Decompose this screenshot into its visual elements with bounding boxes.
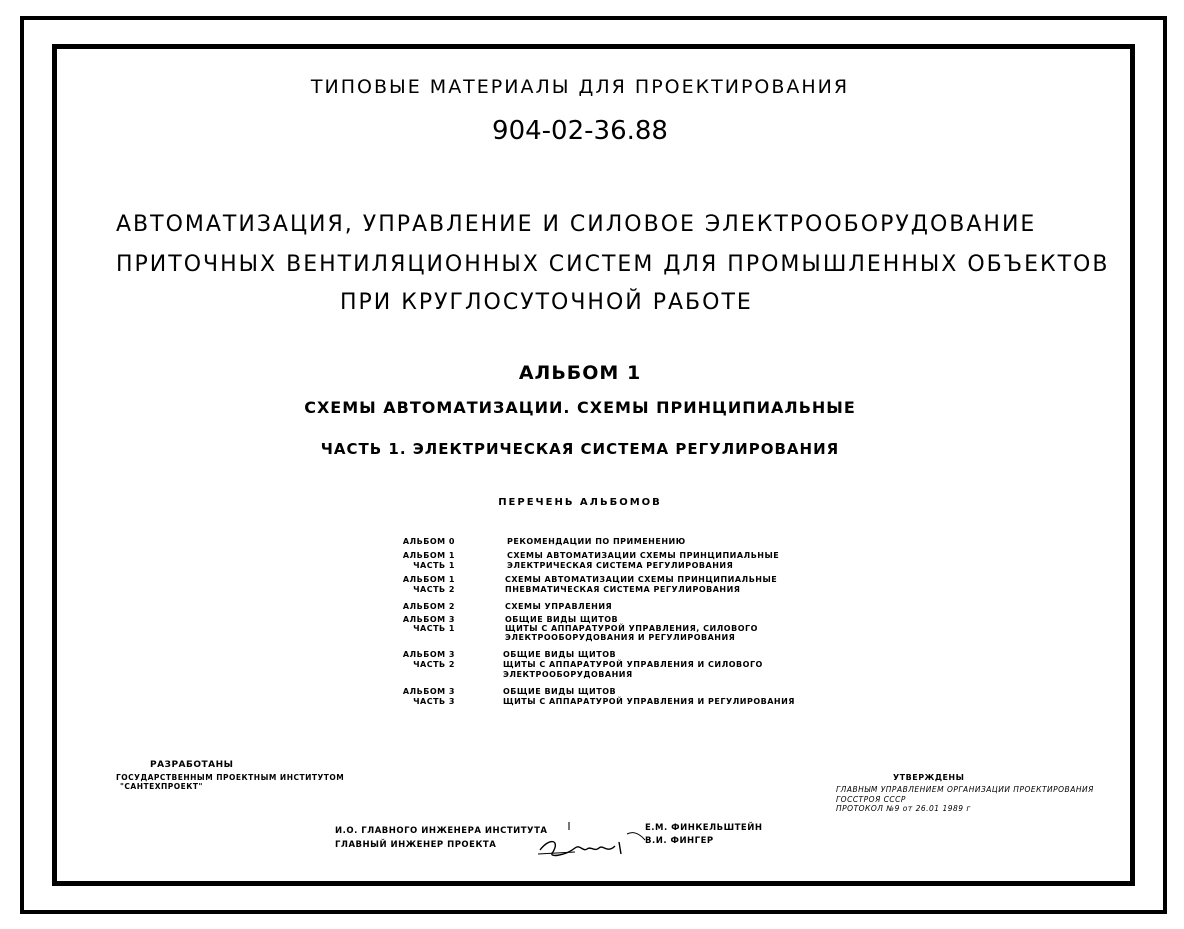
album-desc: СХЕМЫ УПРАВЛЕНИЯ xyxy=(505,602,613,611)
album-label: АЛЬБОМ 1 xyxy=(402,575,455,584)
title-line-1: АВТОМАТИЗАЦИЯ, УПРАВЛЕНИЕ И СИЛОВОЕ ЭЛЕКТРООБОРУДОВАНИЕ xyxy=(116,212,1037,237)
album-desc: ЩИТЫ С АППАРАТУРОЙ УПРАВЛЕНИЯ И РЕГУЛИРОВАНИЯ xyxy=(503,697,795,706)
album-list-heading: ПЕРЕЧЕНЬ АЛЬБОМОВ xyxy=(498,497,662,508)
album-desc: ЭЛЕКТРООБОРУДОВАНИЯ И РЕГУЛИРОВАНИЯ xyxy=(505,633,736,642)
title-line-3: ПРИ КРУГЛОСУТОЧНОЙ РАБОТЕ xyxy=(340,290,753,315)
album-desc: ОБЩИЕ ВИДЫ ЩИТОВ xyxy=(503,650,617,659)
signature-mark xyxy=(625,830,647,844)
album-label: АЛЬБОМ 3 xyxy=(402,687,455,696)
part-label: ЧАСТЬ 1 xyxy=(413,624,455,633)
album-label: АЛЬБОМ 1 xyxy=(402,551,455,560)
album-desc: ЩИТЫ С АППАРАТУРОЙ УПРАВЛЕНИЯ И СИЛОВОГО xyxy=(503,660,763,669)
album-desc: СХЕМЫ АВТОМАТИЗАЦИИ СХЕМЫ ПРИНЦИПИАЛЬНЫЕ xyxy=(507,551,780,560)
series-heading: ТИПОВЫЕ МАТЕРИАЛЫ ДЛЯ ПРОЕКТИРОВАНИЯ xyxy=(310,76,850,98)
part-label: ЧАСТЬ 3 xyxy=(413,697,455,706)
album-label: АЛЬБОМ 3 xyxy=(402,650,455,659)
scan-mark xyxy=(568,822,570,830)
album-label: АЛЬБОМ 3 xyxy=(402,615,455,624)
album-desc: ЭЛЕКТРИЧЕСКАЯ СИСТЕМА РЕГУЛИРОВАНИЯ xyxy=(507,561,734,570)
album-desc: ЭЛЕКТРООБОРУДОВАНИЯ xyxy=(503,670,633,679)
developed-by-line: ГОСУДАРСТВЕННЫМ ПРОЕКТНЫМ ИНСТИТУТОМ xyxy=(116,773,345,782)
album-subtitle: СХЕМЫ АВТОМАТИЗАЦИИ. СХЕМЫ ПРИНЦИПИАЛЬНЫЕ xyxy=(304,398,856,417)
album-desc: ОБЩИЕ ВИДЫ ЩИТОВ xyxy=(503,687,617,696)
approval-protocol: ПРОТОКОЛ №9 от 26.01 1989 г xyxy=(836,804,971,813)
handwritten-signature xyxy=(535,832,635,862)
album-label: АЛЬБОМ 0 xyxy=(402,537,455,546)
signature-name-2: В.И. ФИНГЕР xyxy=(645,836,714,846)
document-code: 904-02-36.88 xyxy=(492,116,668,146)
album-desc: ПНЕВМАТИЧЕСКАЯ СИСТЕМА РЕГУЛИРОВАНИЯ xyxy=(505,585,741,594)
title-line-2: ПРИТОЧНЫХ ВЕНТИЛЯЦИОННЫХ СИСТЕМ ДЛЯ ПРОМЫШЛЕННЫХ ОБЪЕКТОВ xyxy=(116,252,1110,277)
signature-role-2: ГЛАВНЫЙ ИНЖЕНЕР ПРОЕКТА xyxy=(335,840,497,850)
developed-by-org: "САНТЕХПРОЕКТ" xyxy=(120,782,203,791)
album-desc: ОБЩИЕ ВИДЫ ЩИТОВ xyxy=(505,615,619,624)
developed-heading: РАЗРАБОТАНЫ xyxy=(150,760,234,770)
album-desc: СХЕМЫ АВТОМАТИЗАЦИИ СХЕМЫ ПРИНЦИПИАЛЬНЫЕ xyxy=(505,575,778,584)
approved-heading: УТВЕРЖДЕНЫ xyxy=(893,773,965,782)
album-label: АЛЬБОМ 2 xyxy=(402,602,455,611)
signature-role-1: И.О. ГЛАВНОГО ИНЖЕНЕРА ИНСТИТУТА xyxy=(335,826,548,836)
part-label: ЧАСТЬ 2 xyxy=(413,660,455,669)
album-part: ЧАСТЬ 1. ЭЛЕКТРИЧЕСКАЯ СИСТЕМА РЕГУЛИРОВАНИЯ xyxy=(320,440,840,458)
album-desc: РЕКОМЕНДАЦИИ ПО ПРИМЕНЕНИЮ xyxy=(507,537,686,546)
approved-by-line: ГЛАВНЫМ УПРАВЛЕНИЕМ ОРГАНИЗАЦИИ ПРОЕКТИРОВАНИЯ xyxy=(836,785,1094,794)
part-label: ЧАСТЬ 1 xyxy=(413,561,455,570)
approved-by-org: ГОССТРОЯ СССР xyxy=(836,795,906,804)
album-desc: ЩИТЫ С АППАРАТУРОЙ УПРАВЛЕНИЯ, СИЛОВОГО xyxy=(505,624,758,633)
album-title: АЛЬБОМ 1 xyxy=(518,362,642,384)
part-label: ЧАСТЬ 2 xyxy=(413,585,455,594)
signature-name-1: Е.М. ФИНКЕЛЬШТЕЙН xyxy=(645,823,763,833)
